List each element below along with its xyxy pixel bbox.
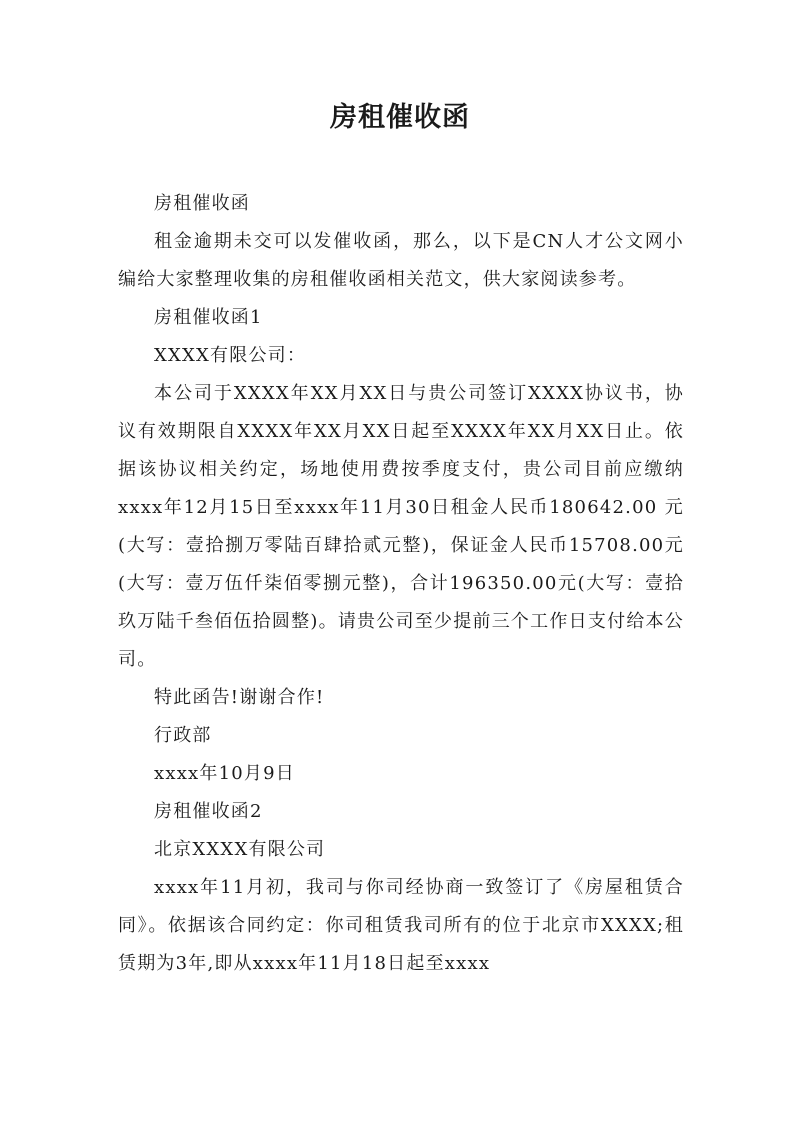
- paragraph-letter2-recipient: 北京XXXX有限公司: [154, 839, 326, 860]
- paragraph-letter2-body: xxxx年11月初，我司与你司经协商一致签订了《房屋租赁合同》。依据该合同约定：你司租赁我司所有的位于北京市XXXX;租赁期为3年,即从xxxx年11月18日起至xxxx: [118, 877, 684, 974]
- paragraph-letter1-recipient: XXXX有限公司：: [154, 345, 307, 366]
- paragraph-letter2-heading: 房租催收函2: [154, 801, 263, 822]
- paragraph-letter1-sender: 行政部: [154, 725, 212, 746]
- document-body: [118, 185, 684, 983]
- paragraph-letter1-body: 本公司于XXXX年XX月XX日与贵公司签订XXXX协议书，协议有效期限自XXXX年XX月XX日起至XXXX年XX月XX日止。依据该协议相关约定，场地使用费按季度支付，贵公司目前应缴纳xxxx年12月15日至xxxx年11月30日租金人民币180642.00 元(大写：壹拾捌万零陆百肆拾贰元整)，保证金人民币15708.00元(大写：壹万伍仟柒佰零捌元整)，合计196350.00元(大写：壹拾玖万陆千叁佰伍拾圆整)。请贵公司至少提前三个工作日支付给本公司。: [118, 383, 684, 670]
- paragraph-intro: 租金逾期未交可以发催收函，那么，以下是CN人才公文网小编给大家整理收集的房租催收函相关范文，供大家阅读参考。: [118, 231, 684, 290]
- document-title: 房租催收函: [330, 102, 470, 133]
- paragraph-letter1-closing: 特此函告!谢谢合作!: [154, 687, 325, 708]
- paragraph-letter1-date: xxxx年10月9日: [154, 763, 295, 784]
- paragraph-letter1-heading: 房租催收函1: [154, 307, 263, 328]
- paragraph-heading: 房租催收函: [154, 193, 250, 214]
